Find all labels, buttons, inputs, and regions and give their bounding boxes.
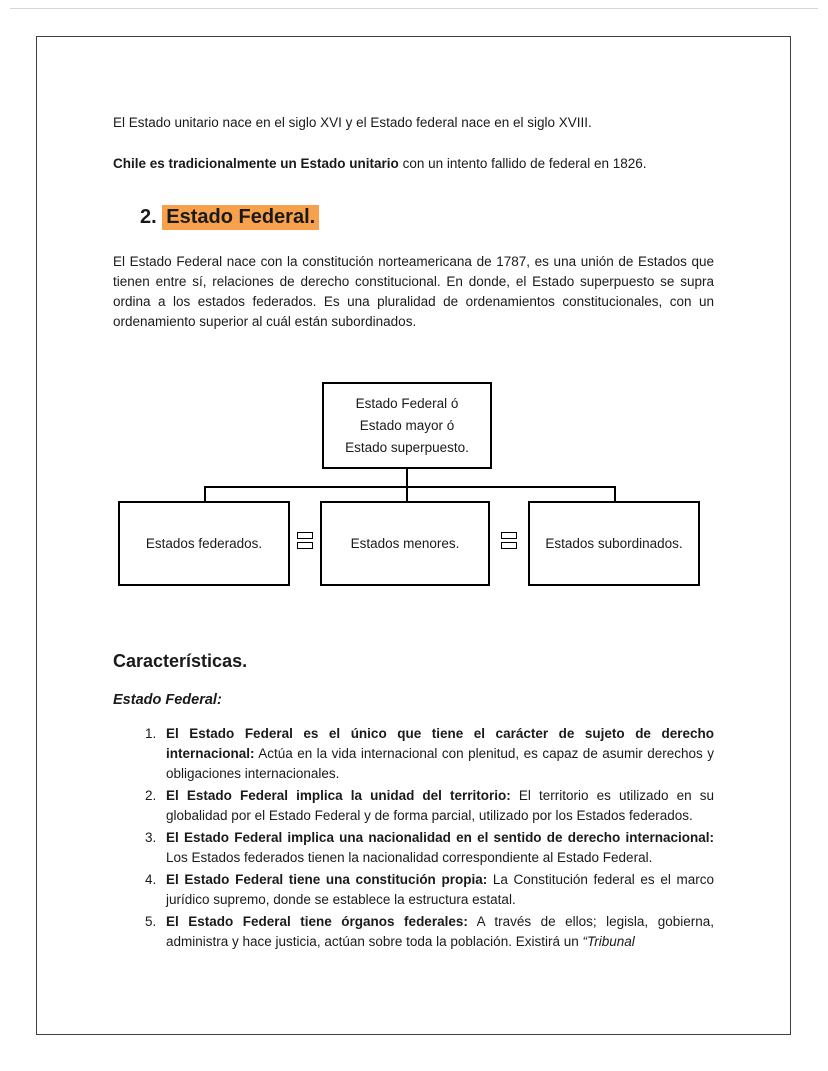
paragraph-chile [113, 154, 714, 174]
list-item-italic: “Tribunal [582, 934, 635, 949]
equals-bar-bottom [501, 542, 517, 549]
paragraph-rest: con un intento fallido de federal en 1826. [398, 156, 647, 171]
viewer-top-edge [10, 8, 818, 9]
paragraph-text: El Estado unitario nace en el siglo XVI y el Estado federal nace en el siglo XVIII. [113, 115, 592, 130]
list-item-text [166, 724, 714, 784]
box-label: Estados menores. [350, 535, 460, 551]
equals-connector-icon [501, 532, 517, 549]
list-item-bold: El Estado Federal implica una nacionalidad en el sentido de derecho internacional: [166, 830, 714, 845]
list-item-bold: El Estado Federal tiene órganos federales: [166, 914, 468, 929]
top-box-line-3: Estado superpuesto. [345, 439, 469, 455]
diagram-box-estados-federados [118, 501, 290, 586]
list-item-bold: El Estado Federal es el único que tiene el carácter de sujeto de derecho internacional: [166, 726, 714, 761]
equals-bar-bottom [297, 542, 313, 549]
connector-line-vertical-middle [406, 487, 408, 501]
list-item-number: 2. [145, 788, 157, 803]
page-content [37, 37, 790, 952]
connector-line-horizontal [204, 486, 616, 488]
list-item-text [166, 828, 714, 868]
diagram-top-box [322, 382, 492, 469]
connector-line-vertical-top [406, 469, 408, 487]
list-item-rest: A través de ellos; legisla, gobierna, administra y hace justicia, actúan sobre toda la población. Existirá un [166, 914, 714, 949]
diagram-box-estados-menores [320, 501, 490, 586]
list-item-text [166, 912, 714, 952]
connector-line-vertical-left [204, 487, 206, 501]
page-border-frame [36, 36, 791, 1035]
heading-caracteristicas: Características. [113, 651, 248, 671]
paragraph-federal-descripcion [113, 252, 714, 332]
list-item-number: 4. [145, 872, 157, 887]
heading-number: 2. [140, 206, 157, 228]
federal-state-diagram [113, 382, 714, 594]
paragraph-text: El Estado Federal nace con la constitución norteamericana de 1787, es una unión de Estados que tienen entre sí, relaciones de derecho constitucional. En donde, el Estado superpuesto se supra ordina a los estados federados. Es una pluralidad de ordenamientos constitucionales, con un ordenamiento superior al cuál están subordinados. [113, 254, 714, 329]
list-item [113, 724, 714, 784]
list-item [113, 912, 714, 952]
list-item-number: 1. [145, 726, 157, 741]
paragraph-bold-lead: Chile es tradicionalmente un Estado unitario [113, 156, 399, 171]
list-item-text [166, 786, 714, 826]
equals-bar-top [297, 532, 313, 539]
box-label: Estados federados. [145, 535, 263, 551]
list-item-rest: La Constitución federal es el marco jurídico supremo, donde se establece la estructura estatal. [166, 872, 714, 907]
list-item-text [166, 870, 714, 910]
connector-line-vertical-right [614, 487, 616, 501]
diagram-box-estados-subordinados [528, 501, 700, 586]
list-item-bold: El Estado Federal implica la unidad del territorio: [166, 788, 511, 803]
top-box-line-1: Estado Federal ó [355, 395, 459, 411]
list-item-number: 3. [145, 830, 157, 845]
list-item [113, 870, 714, 910]
list-item [113, 786, 714, 826]
list-item-rest: Actúa en la vida internacional con plenitud, es capaz de asumir derechos y obligaciones internacionales. [166, 746, 714, 781]
subheading-estado-federal: Estado Federal: [113, 692, 222, 708]
equals-bar-top [501, 532, 517, 539]
paragraph-unitario-siglos [113, 113, 714, 133]
list-item-number: 5. [145, 914, 157, 929]
list-item-rest: El territorio es utilizado en su globalidad por el Estado Federal y de forma parcial, utilizado por los Estados federados. [166, 788, 714, 823]
list-item [113, 828, 714, 868]
characteristics-list [113, 724, 714, 952]
box-label: Estados subordinados. [545, 535, 683, 551]
heading-highlighted-title: Estado Federal. [162, 205, 319, 230]
list-item-rest: Los Estados federados tienen la nacionalidad correspondiente al Estado Federal. [166, 850, 653, 865]
top-box-line-2: Estado mayor ó [359, 417, 455, 433]
equals-connector-icon [297, 532, 313, 549]
list-item-bold: El Estado Federal tiene una constitución propia: [166, 872, 488, 887]
heading-estado-federal [113, 204, 714, 230]
